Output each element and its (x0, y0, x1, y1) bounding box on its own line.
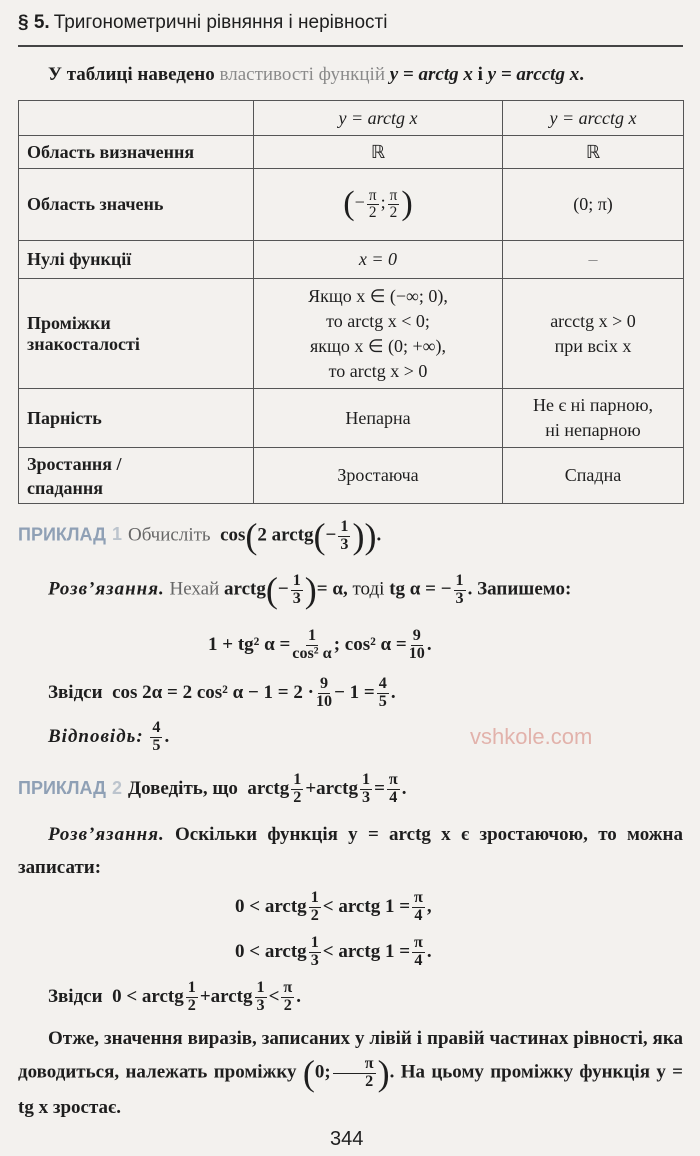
fraction (360, 772, 372, 807)
denominator: 3 (256, 996, 265, 1014)
sep: ; (380, 192, 386, 213)
text: Звідси (48, 985, 103, 1007)
numerator: π (414, 889, 423, 906)
cell: – (503, 241, 684, 279)
fraction (292, 628, 331, 663)
numerator: 1 (293, 771, 302, 788)
row-label: Парність (19, 389, 254, 448)
running-header (18, 12, 387, 34)
table-header-row (19, 101, 684, 136)
math: 0 < (235, 940, 261, 962)
numerator: 4 (152, 719, 161, 736)
text: Оскільки функція y = arctg x є зростаючою, то можна записати: (18, 824, 683, 878)
denominator: 2 (293, 788, 302, 806)
example-1-task (18, 518, 381, 554)
math: + (305, 777, 317, 799)
math: . (426, 633, 432, 655)
text: . (579, 64, 584, 85)
denominator: 4 (414, 906, 423, 924)
math: = (374, 777, 385, 799)
line: при всіх x (554, 335, 632, 356)
fraction (316, 676, 332, 711)
header-cell: y = arctg x (254, 101, 503, 136)
line: ні непарною (545, 420, 641, 440)
example-1-solution (48, 572, 571, 608)
paren: ( (343, 185, 355, 223)
math: 0; (314, 1061, 331, 1083)
table-row (19, 169, 684, 241)
math: − (277, 578, 289, 600)
line: Якщо x ∈ (−∞; 0), (308, 285, 448, 306)
denominator: 2 (310, 906, 319, 924)
header-cell: y = arcctg x (503, 101, 684, 136)
denominator: 2 (368, 204, 377, 221)
cell: x = 0 (254, 241, 503, 279)
math: 0 < (112, 985, 138, 1007)
math: . (376, 524, 382, 546)
denominator: 4 (389, 788, 398, 806)
numerator: 1 (362, 771, 371, 788)
math: − 1 = (334, 681, 375, 703)
fraction (333, 1056, 376, 1091)
math: arctg (210, 985, 253, 1007)
cell (503, 279, 684, 389)
numerator: 1 (292, 571, 301, 589)
text: Нехай (169, 578, 220, 600)
table-row (19, 241, 684, 279)
fraction (255, 980, 267, 1015)
fraction (367, 188, 379, 221)
denominator: 2 (389, 204, 398, 221)
denominator: 2 (187, 996, 196, 1014)
denominator: 3 (455, 589, 464, 607)
fraction (309, 935, 321, 970)
paren: ( (265, 570, 278, 610)
math: − (325, 524, 337, 546)
section-number: § 5. (18, 12, 50, 33)
fraction (377, 676, 389, 711)
paren: )) (352, 516, 377, 556)
formula: y = arcctg x (487, 64, 580, 85)
formula: y = arctg x (389, 64, 473, 85)
numerator: π (414, 934, 423, 951)
fraction (387, 772, 400, 807)
line: Не є ні парною, (532, 395, 654, 415)
answer (48, 720, 169, 755)
solution-label: Розв’язання. (48, 578, 165, 600)
numerator: 1 (310, 934, 319, 951)
table-row (19, 448, 684, 504)
formula-line (235, 890, 432, 925)
cell: Непарна (254, 389, 503, 448)
denominator: 10 (315, 692, 333, 710)
numerator: 9 (319, 675, 329, 692)
numerator: π (389, 186, 398, 204)
example-2-task (18, 772, 407, 807)
numerator: 9 (412, 627, 421, 644)
paren: ) (377, 1053, 390, 1093)
denominator: 3 (310, 951, 319, 969)
denominator: 5 (152, 736, 161, 754)
formula-line (48, 980, 301, 1015)
numerator: 1 (455, 571, 464, 589)
conclusion-paragraph (18, 1022, 683, 1124)
header-cell (19, 101, 254, 136)
cell (254, 169, 503, 241)
fraction (338, 519, 350, 554)
answer-label: Відповідь: (48, 725, 144, 747)
fraction (388, 188, 400, 221)
cell (254, 279, 503, 389)
task-text: Доведіть, що (128, 777, 238, 799)
denominator: 4 (414, 951, 423, 969)
denominator: 2 (283, 996, 292, 1014)
fraction (291, 772, 303, 807)
numerator: π (333, 1056, 376, 1074)
numerator: 1 (340, 517, 349, 535)
fraction (412, 890, 425, 925)
denominator: 3 (292, 589, 301, 607)
math: . (426, 940, 432, 962)
math: tg α = − (389, 578, 452, 600)
paren: ) (304, 570, 317, 610)
math: arctg (247, 777, 290, 799)
intro-text (48, 64, 584, 86)
denominator: 2 (365, 1072, 374, 1090)
math: < (268, 985, 280, 1007)
header-rule (18, 45, 683, 47)
cell: (0; π) (503, 169, 684, 241)
numerator: π (388, 771, 398, 788)
row-label: Проміжки знакосталості (19, 279, 254, 389)
row-label: Зростання / спадання (19, 448, 254, 504)
row-label: Область значень (19, 169, 254, 241)
text: Звідси (48, 681, 103, 703)
math: arctg (264, 895, 307, 917)
solution-label: Розв’язання. (48, 824, 165, 845)
numerator: π (368, 186, 377, 204)
math: . (164, 725, 170, 747)
math: < arctg 1 = (322, 940, 411, 962)
math: = α, (316, 578, 348, 600)
paren: ( (245, 516, 258, 556)
math: arctg (316, 777, 358, 799)
fraction (186, 980, 198, 1015)
math: , (426, 895, 432, 917)
watermark: vshkole.com (470, 724, 593, 749)
math: arctg (224, 578, 266, 600)
line: то arctg x > 0 (328, 360, 428, 381)
fraction (412, 935, 425, 970)
math: ; cos² α = (333, 633, 407, 655)
fraction (281, 980, 294, 1015)
fraction (409, 628, 425, 663)
math: arctg (264, 940, 307, 962)
text: тоді (352, 578, 385, 600)
table-row (19, 279, 684, 389)
paren: ) (401, 185, 413, 223)
example-label: ПРИКЛАД (18, 777, 106, 798)
fraction (454, 573, 466, 608)
fraction (309, 890, 321, 925)
example-number: 1 (112, 524, 123, 545)
formula-line (208, 628, 432, 663)
denominator: 5 (378, 692, 387, 710)
numerator: π (283, 979, 293, 996)
text: Отже, значення виразів, записаних у лівій і правій частинах рівності, яка доводиться, належать проміжку (18, 1028, 683, 1083)
task-text: Обчисліть (128, 524, 211, 546)
denominator: 3 (362, 788, 371, 806)
page-number: 344 (330, 1128, 364, 1150)
paren: ( (313, 516, 326, 556)
numerator: 1 (307, 627, 317, 644)
example-2-solution (18, 818, 683, 884)
math: . (296, 985, 302, 1007)
example-label: ПРИКЛАД (18, 524, 106, 545)
minus: − (354, 192, 365, 213)
row-label: Область визначення (19, 136, 254, 169)
line: якщо x ∈ (0; +∞), (309, 335, 447, 356)
math: cos 2α = 2 cos² α − 1 = 2 · (112, 681, 314, 703)
cell: Спадна (503, 448, 684, 504)
text: У таблиці наведено (48, 64, 220, 85)
math: 1 + tg² α = (208, 633, 291, 655)
link-text: властивості функцій (219, 64, 390, 85)
paren: ( (302, 1053, 315, 1093)
denominator: 10 (408, 644, 425, 662)
fraction (150, 720, 162, 755)
table-row (19, 389, 684, 448)
cell (503, 389, 684, 448)
fraction (291, 573, 303, 608)
formula-line (235, 935, 432, 970)
math: arctg (141, 985, 184, 1007)
line: то arctg x < 0; (326, 310, 430, 331)
cell: Зростаюча (254, 448, 503, 504)
line: arcctg x > 0 (550, 310, 636, 331)
math: 0 < (235, 895, 261, 917)
properties-table (18, 100, 684, 504)
math: + (199, 985, 211, 1007)
section-title: Тригонометричні рівняння і нерівності (53, 12, 388, 33)
math: cos (220, 524, 246, 546)
denominator: 3 (340, 535, 349, 553)
text: . Запишемо: (467, 578, 572, 600)
row-label: Нулі функції (19, 241, 254, 279)
numerator: 4 (378, 675, 387, 692)
math: 2 arctg (257, 524, 314, 546)
numerator: 1 (187, 979, 196, 996)
table-row (19, 136, 684, 169)
numerator: 1 (310, 889, 319, 906)
formula-line (48, 676, 396, 711)
math: < arctg 1 = (322, 895, 411, 917)
cell: ℝ (503, 136, 684, 169)
text: і (472, 64, 488, 85)
text: . На цьому проміжку функція y = tg x зростає. (18, 1061, 684, 1119)
numerator: 1 (256, 979, 265, 996)
math: . (401, 777, 407, 799)
math: . (390, 681, 396, 703)
cell: ℝ (254, 136, 503, 169)
denominator: cos² α (292, 644, 332, 662)
example-number: 2 (112, 777, 123, 798)
